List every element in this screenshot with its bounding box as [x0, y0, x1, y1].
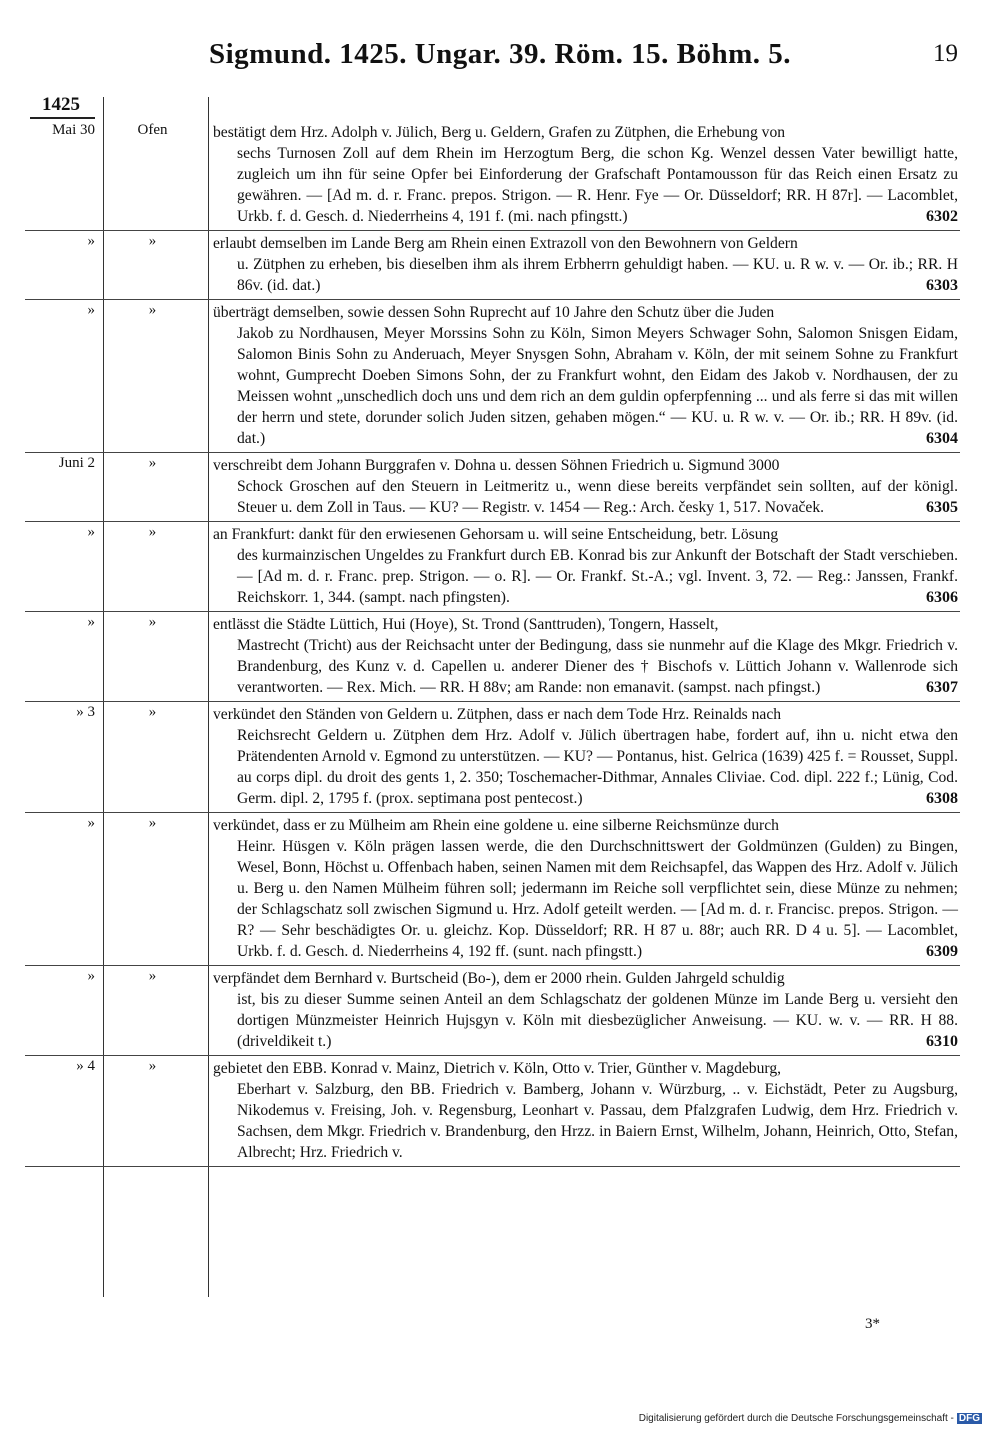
- entry-rest: Reichsrecht Geldern u. Zütphen dem Hrz. Adolf v. Jülich übertragen habe, fordert auf, ihn u. nicht etwa den Prätendenten Arnold v. Egmond zu unterstützen. — KU? — Pontanus, hist. Gelrica (1639) 425 f. = Rousset, Suppl. au corps dipl. du droit des gents 1, 2. 350; Toschemacher-Dithmar, Annales Cliviae. Cod. dipl. 222 f.; Lünig, Cod. Germ. dipl. 2, 1795 f. (prox. septimana post pentecost.): [237, 727, 958, 807]
- entry-place: Ofen: [137, 122, 168, 138]
- entry-text: [213, 612, 958, 701]
- entry-rest: ist, bis zu dieser Summe seinen Anteil an dem Schlagschatz der goldenen Münze im Lande Berg u. versieht den dortigen Münzmeister Heinrich Hujsgyn v. Köln mit diesbezüglicher Anweisung. — KU. w. v. — RR. H 88. (driveldikeit t.): [237, 991, 958, 1050]
- regest-entry: [25, 966, 960, 1056]
- entry-date: »: [87, 815, 95, 831]
- entry-text: [213, 1056, 958, 1166]
- entry-first-line: bestätigt dem Hrz. Adolph v. Jülich, Berg u. Geldern, Grafen zu Zütphen, die Erhebung von: [213, 124, 786, 141]
- entry-date: »: [87, 233, 95, 249]
- entry-rest: Jakob zu Nordhausen, Meyer Morssins Sohn zu Köln, Simon Meyers Schwager Sohn, Salomon Snisgen Eidam, Salomon Binis Sohn zu Anderuach, Meyer Snysgen Sohn, Abraham v. Köln, der mit seinem Sohne zu Frankfurt wohnt, Gumprecht Doeben Simons Sohn, der zu Frankfurt wohnt, den Eidam des Jakob v. Nordhausen, der zu Meissen wohnt „unschedlich doch uns und dem rich an dem guldin opferpfenning ... und als ferre si das mit willen der herrn und stete, dorunder solich Juden sitzen, gehaben mögen.“ — KU. u. R w. v. — Or. ib.; RR. H 89v. (id. dat.): [237, 325, 958, 447]
- year-underline: [30, 117, 95, 119]
- entry-text: [213, 966, 958, 1055]
- entry-number: 6310: [926, 1033, 958, 1050]
- entry-number: 6307: [926, 679, 958, 696]
- entry-first-line: entlässt die Städte Lüttich, Hui (Hoye), St. Trond (Santtruden), Tongern, Hasselt,: [213, 616, 719, 633]
- regest-entry: [25, 231, 960, 300]
- entry-text: [213, 231, 958, 299]
- year-heading: 1425: [42, 94, 80, 115]
- page-header: [0, 38, 1000, 78]
- regest-entry: [25, 702, 960, 813]
- running-title: Sigmund. 1425. Ungar. 39. Röm. 15. Böhm. 5.: [209, 38, 791, 70]
- entry-place: »: [148, 1058, 157, 1074]
- regest-entry: [25, 522, 960, 612]
- entry-continuation: [213, 989, 958, 1052]
- entry-rest: u. Zütphen zu erheben, bis dieselben ihm als ihrem Erbherrn gehuldigt haben. — KU. u. R w. v. — Or. ib.; RR. H 86v. (id. dat.): [237, 256, 958, 294]
- entry-place: »: [148, 968, 157, 984]
- regest-entry: [25, 120, 960, 231]
- digitization-credit: [639, 1413, 982, 1424]
- entry-continuation: [213, 545, 958, 608]
- entry-text: [213, 300, 958, 452]
- entry-number: 6306: [926, 589, 958, 606]
- entry-continuation: [213, 143, 958, 227]
- entry-text: [213, 702, 958, 812]
- regest-entry: [25, 813, 960, 966]
- entry-text: [213, 813, 958, 965]
- entry-first-line: an Frankfurt: dankt für den erwiesenen Gehorsam u. will seine Entscheidung, betr. Lösung: [213, 526, 779, 543]
- entry-first-line: überträgt demselben, sowie dessen Sohn Ruprecht auf 10 Jahre den Schutz über die Juden: [213, 304, 775, 321]
- entry-rest: des kurmainzischen Ungeldes zu Frankfurt durch EB. Konrad bis zur Ankunft der Botschaft der Stadt verschieben. — [Ad m. d. r. Franc. prep. Strigon. — o. R]. — Or. Frankf. St.-A.; vgl. Invent. 3, 72. — Reg.: Janssen, Frankf. Reichskorr. 1, 344. (sampt. nach pfingsten).: [237, 547, 958, 606]
- entry-number: 6308: [926, 790, 958, 807]
- entry-first-line: verkündet den Ständen von Geldern u. Zütphen, dass er nach dem Tode Hrz. Reinalds nach: [213, 706, 782, 723]
- entry-first-line: verkündet, dass er zu Mülheim am Rhein eine goldene u. eine silberne Reichsmünze durch: [213, 817, 779, 834]
- credit-text: Digitalisierung gefördert durch die Deutsche Forschungsgemeinschaft -: [638, 1413, 954, 1424]
- entry-rest: Schock Groschen auf den Steuern in Leitmeritz u., wenn diese bereits verpfändet sein sollten, auf der königl. Steuer u. dem Zoll in Taus. — KU? — Registr. v. 1454 — Reg.: Arch. česky 1, 517. Novaček.: [237, 478, 958, 516]
- entry-place: »: [148, 302, 157, 318]
- dfg-logo: DFG: [958, 1413, 980, 1424]
- regest-entry: [25, 453, 960, 522]
- regest-entry: [25, 1056, 960, 1167]
- entry-place: »: [148, 704, 157, 720]
- regest-entry: [25, 612, 960, 702]
- entry-rest: Heinr. Hüsgen v. Köln prägen lassen werde, die den Durchschnittswert der Goldmünzen (Gulden) zu Bingen, Wesel, Bonn, Höchst u. Offenbach haben, seinen Namen mit dem Reichsapfel, das Wappen des Hrz. Adolf v. Jülich u. Berg u. den Namen Mülheim führen soll; jedermann im Reiche soll verpflichtet sein, diese Münze zu nehmen; der Schlagschatz soll zwischen Sigmund u. Hrz. Adolf geteilt werden. — [Ad m. d. r. Francisc. prepos. Strigon. — R? — Sehr beschädigtes Or. u. gleichz. Kop. Düsseldorf; RR. H 87 u. 88r; auch RR. D 4 u. 5]. — Lacomblet, Urkb. f. d. Gesch. d. Niederrheins 4, 192 ff. (sunt. nach pfingstt.): [237, 838, 958, 960]
- entry-number: 6305: [926, 499, 958, 516]
- entry-first-line: gebietet den EBB. Konrad v. Mainz, Dietrich v. Köln, Otto v. Trier, Günther v. Magdeburg,: [213, 1060, 782, 1077]
- entry-number: 6309: [926, 943, 958, 960]
- regest-entry: [25, 300, 960, 453]
- entry-rest: Mastrecht (Tricht) aus der Reichsacht unter der Bedingung, dass sie nunmehr auf die Klage des Mkgr. Friedrich v. Brandenburg, des Kunz v. d. Capellen u. anderer Diener des † Bischofs v. Lüttich Johann v. Wallenrode sich verantworten. — Rex. Mich. — RR. H 88v; am Rande: non emanavit. (sampst. nach pfingst.): [237, 637, 958, 696]
- entry-date: » 3: [76, 704, 95, 720]
- entry-date: » 4: [76, 1058, 95, 1074]
- entry-place: »: [148, 614, 157, 630]
- entry-date: Juni 2: [58, 455, 95, 471]
- entry-continuation: [213, 635, 958, 698]
- page-number: 19: [933, 40, 958, 67]
- entry-number: 6303: [926, 277, 958, 294]
- signature-mark: 3*: [865, 1316, 880, 1332]
- entry-first-line: erlaubt demselben im Lande Berg am Rhein einen Extrazoll von den Bewohnern von Geldern: [213, 235, 798, 252]
- entry-date: »: [87, 524, 95, 540]
- entry-continuation: [213, 1079, 958, 1163]
- entry-rest: sechs Turnosen Zoll auf dem Rhein im Herzogtum Berg, die schon Kg. Wenzel dessen Vater bewilligt hatte, zugleich um ihn für seine Opfer bei Einforderung der Grafschaft Pontamousson für das Reich einen Ersatz zu gewähren. — [Ad m. d. r. Franc. prepos. Strigon. — R. Henr. Fye — Or. Düsseldorf; RR. H 87r]. — Lacomblet, Urkb. f. d. Gesch. d. Niederrheins 4, 191 f. (mi. nach pfingstt.): [237, 145, 958, 225]
- entry-continuation: [213, 476, 958, 518]
- entry-date: »: [87, 614, 95, 630]
- entry-place: »: [148, 233, 157, 249]
- entry-text: [213, 120, 958, 230]
- entry-date: »: [87, 302, 95, 318]
- entry-date: Mai 30: [52, 122, 95, 138]
- entry-number: 6302: [926, 208, 958, 225]
- regesta-list: [0, 120, 1000, 1167]
- entry-place: »: [148, 815, 157, 831]
- entry-number: 6304: [926, 430, 958, 447]
- entry-date: »: [87, 968, 95, 984]
- entry-place: »: [148, 455, 157, 471]
- entry-first-line: verpfändet dem Bernhard v. Burtscheid (Bo-), dem er 2000 rhein. Gulden Jahrgeld schuldig: [213, 970, 785, 987]
- entry-text: [213, 522, 958, 611]
- entry-continuation: [213, 836, 958, 962]
- entry-rest: Eberhart v. Salzburg, den BB. Friedrich v. Bamberg, Johann v. Würzburg, .. v. Eichstädt, Peter zu Augsburg, Nikodemus v. Freising, Joh. v. Regensburg, Leonhart v. Passau, dem Pfalzgrafen Ludwig, dem Hrz. Friedrich v. Sachsen, dem Mkgr. Friedrich v. Brandenburg, den Hrzz. in Baiern Ernst, Wilhelm, Johann, Heinrich, Otto, Stefan, Albrecht; Hrz. Friedrich v.: [237, 1081, 958, 1161]
- entry-continuation: [213, 254, 958, 296]
- entry-first-line: verschreibt dem Johann Burggrafen v. Dohna u. dessen Söhnen Friedrich u. Sigmund 3000: [213, 457, 780, 474]
- entry-place: »: [148, 524, 157, 540]
- entry-continuation: [213, 323, 958, 449]
- entry-continuation: [213, 725, 958, 809]
- entry-text: [213, 453, 958, 521]
